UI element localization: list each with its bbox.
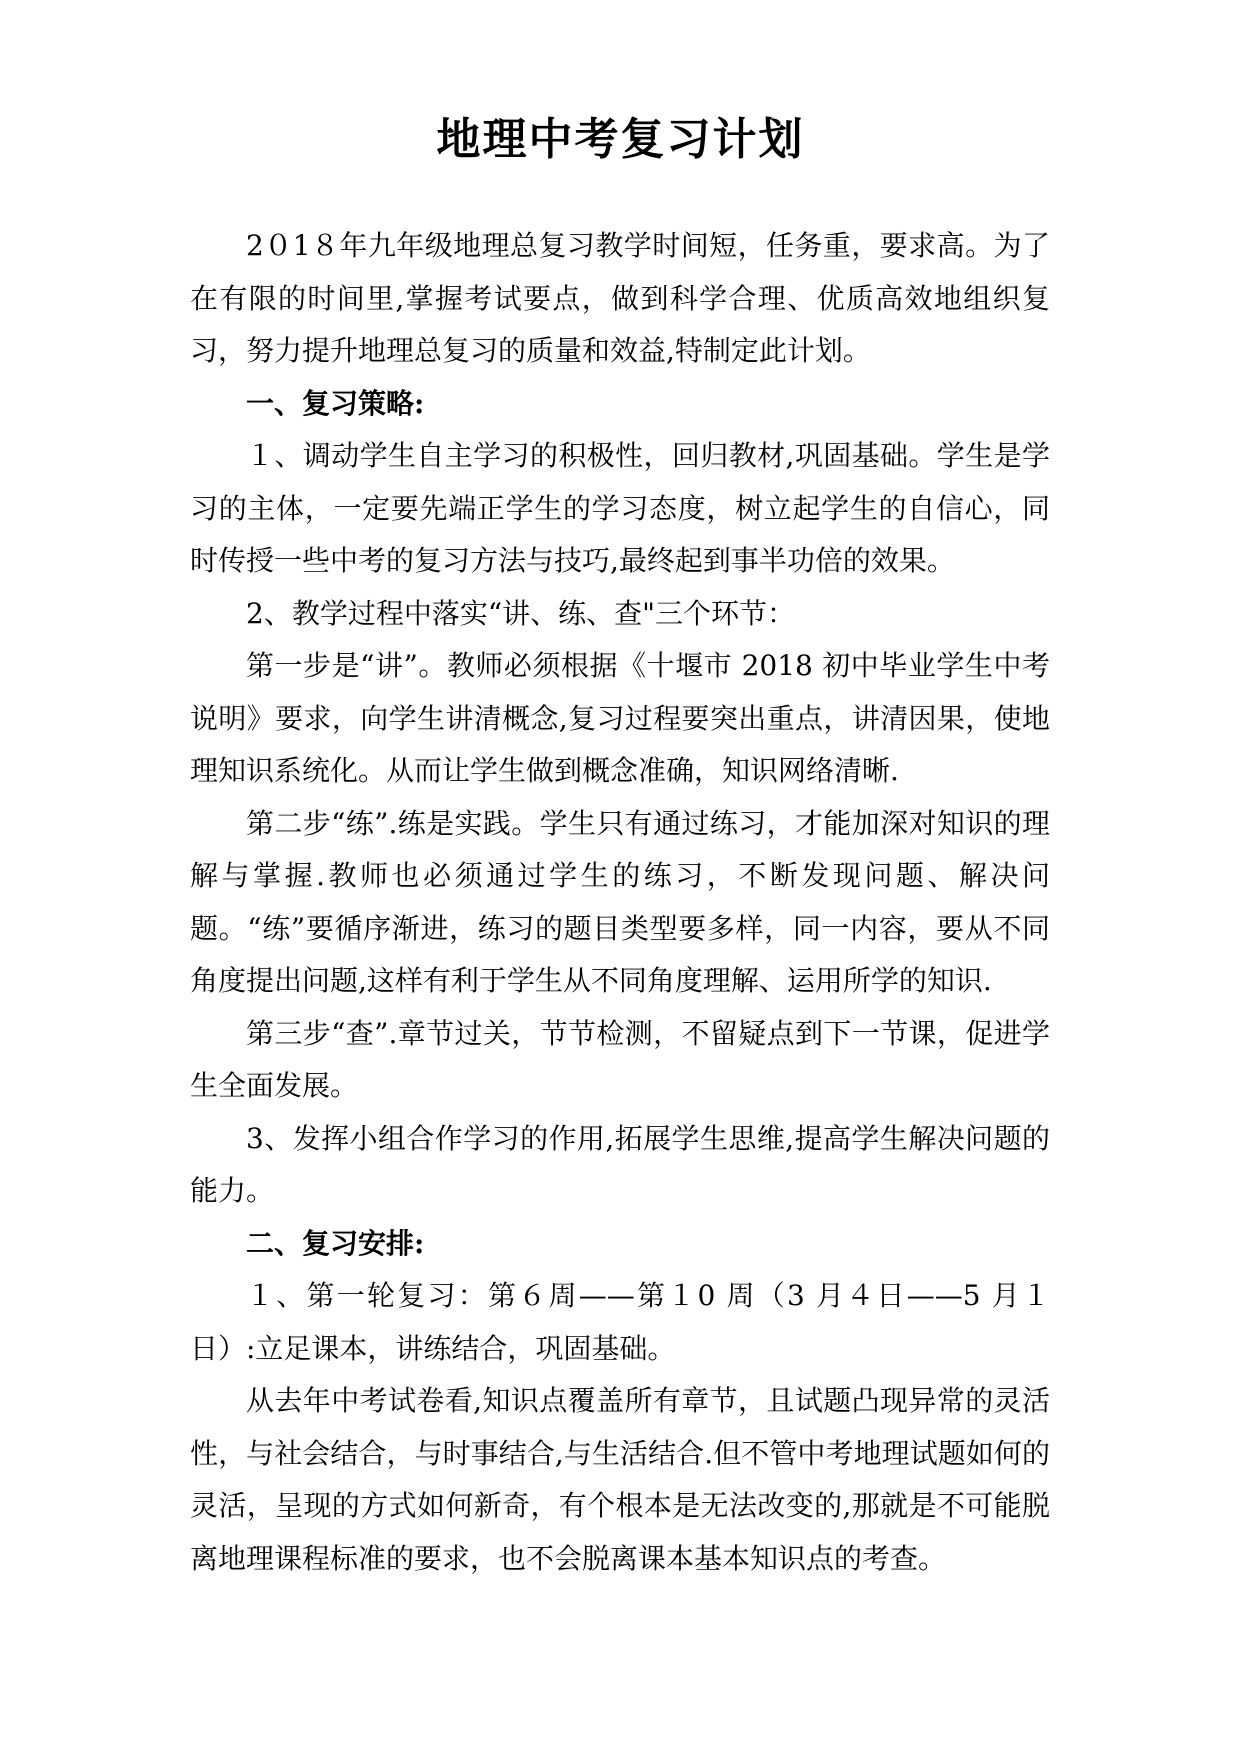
document-body bbox=[190, 220, 1050, 1585]
paragraph-strategy-3: 3、发挥小组合作学习的作用,拓展学生思维,提高学生解决问题的能力。 bbox=[190, 1121, 1050, 1207]
paragraph-step-3: 第三步“查”.章节过关，节节检测，不留疑点到下一节课，促进学生全面发展。 bbox=[190, 1016, 1050, 1102]
section-heading-strategy: 一、复习策略: bbox=[246, 386, 425, 420]
paragraph-strategy-2: 2、教学过程中落实“讲、练、查"三个环节： bbox=[246, 596, 796, 630]
paragraph-exam-analysis: 从去年中考试卷看,知识点覆盖所有章节，且试题凸现异常的灵活性，与社会结合，与时事结合,与生活结合.但不管中考地理试题如何的灵活，呈现的方式如何新奇，有个根本是无法改变的,那就是不可能脱离地理课程标准的要求，也不会脱离课本基本知识点的考查。 bbox=[190, 1384, 1050, 1575]
paragraph-strategy-1: １、调动学生自主学习的积极性，回归教材,巩固基础。学生是学习的主体，一定要先端正学生的学习态度，树立起学生的自信心，同时传授一些中考的复习方法与技巧,最终起到事半功倍的效果。 bbox=[190, 439, 1050, 577]
paragraph-step-1: 第一步是“讲”。教师必须根据《十堰市 2018 初中毕业学生中考说明》要求，向学生讲清概念,复习过程要突出重点，讲清因果，使地理知识系统化。从而让学生做到概念准确，知识网络清晰. bbox=[190, 649, 1050, 787]
paragraph-intro: 2０1８年九年级地理总复习教学时间短，任务重，要求高。为了在有限的时间里,掌握考试要点，做到科学合理、优质高效地组织复习，努力提升地理总复习的质量和效益,特制定此计划。 bbox=[190, 229, 1050, 367]
paragraph-schedule-1: １、第一轮复习：第６周——第１0 周（3 月４日——5 月１日）:立足课本，讲练结合，巩固基础。 bbox=[190, 1279, 1050, 1365]
paragraph-step-2: 第二步“练”.练是实践。学生只有通过练习，才能加深对知识的理解与掌握.教师也必须通过学生的练习，不断发现问题、解决问题。“练”要循序渐进，练习的题目类型要多样，同一内容，要从不同角度提出问题,这样有利于学生从不同角度理解、运用所学的知识. bbox=[190, 806, 1050, 997]
page-title: 地理中考复习计划 bbox=[436, 114, 805, 165]
section-heading-schedule: 二、复习安排: bbox=[246, 1226, 425, 1260]
